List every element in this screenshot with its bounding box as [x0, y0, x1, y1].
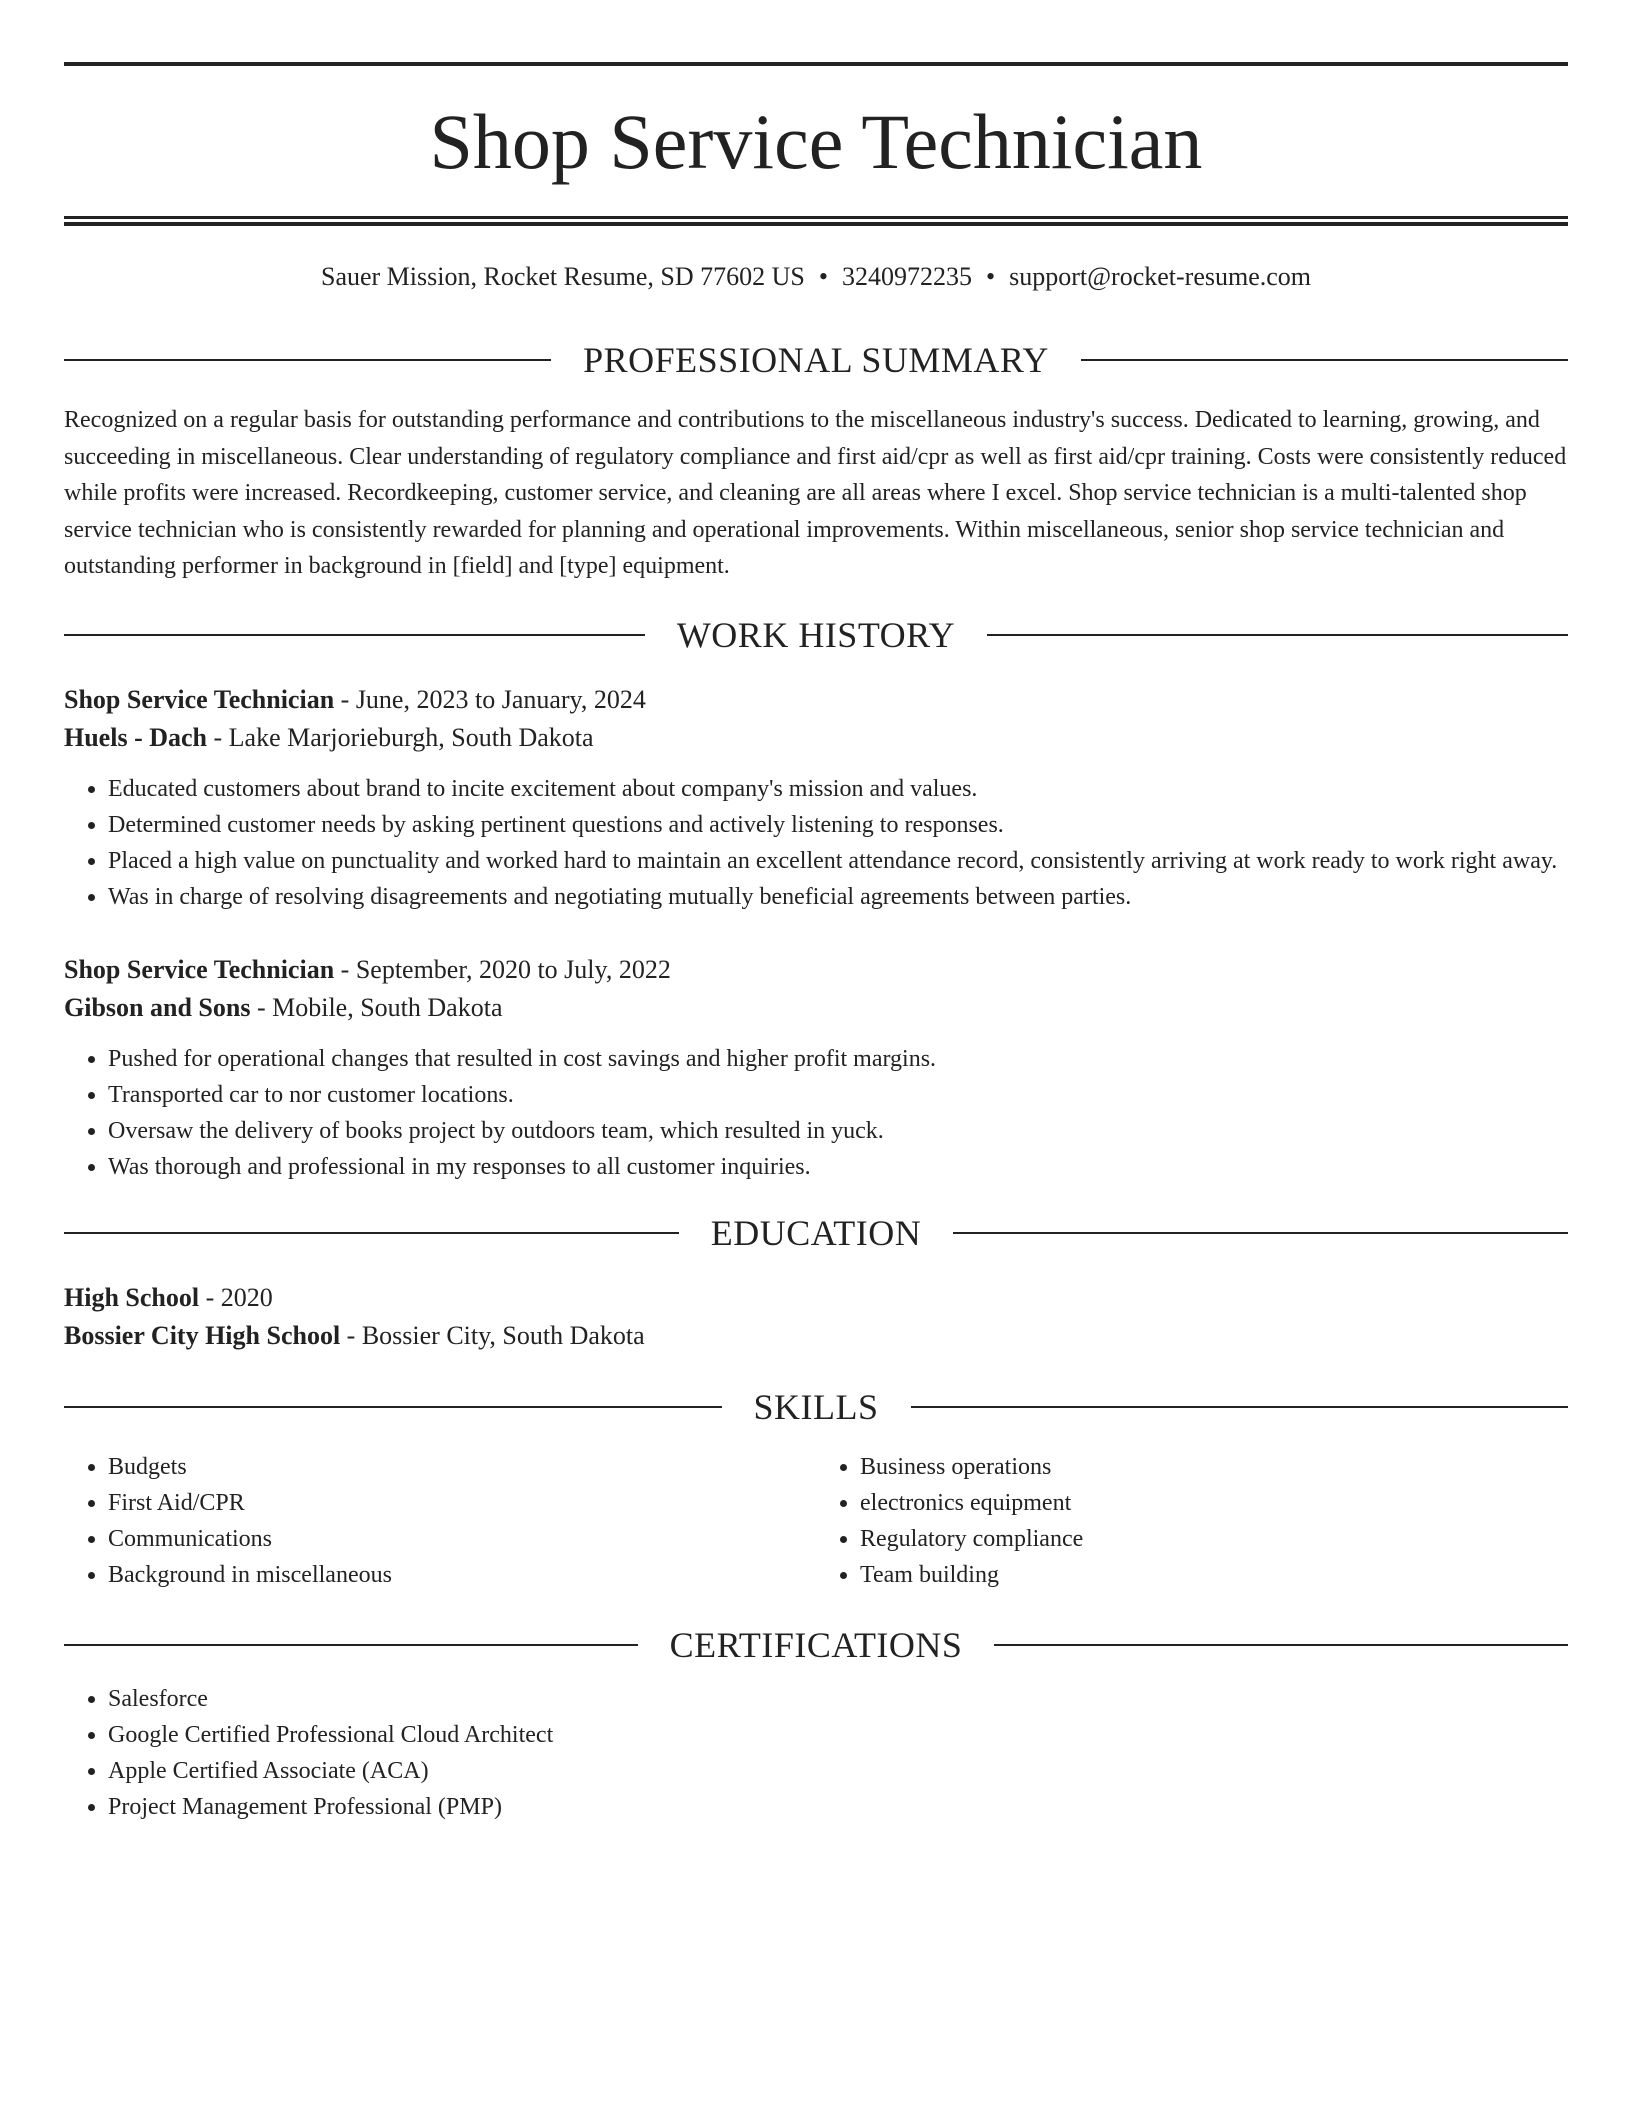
section-heading-work: [64, 613, 1568, 657]
section-title: SKILLS: [753, 1386, 879, 1427]
list-item: • Team building: [860, 1557, 1568, 1593]
section-heading-education: [64, 1211, 1568, 1255]
section-title: EDUCATION: [710, 1212, 922, 1253]
skills-grid: [64, 1449, 1568, 1593]
contact-phone: 3240972235: [841, 262, 972, 291]
section-heading-skills: [64, 1385, 1568, 1429]
heading-rule-left: [64, 634, 645, 636]
skills-list-right: [816, 1449, 1568, 1593]
list-item: • Business operations: [860, 1449, 1568, 1485]
education-entry: [64, 1279, 1568, 1355]
education-school: Bossier City High School: [64, 1320, 341, 1350]
top-rule: [64, 62, 1568, 66]
education-school-line: [64, 1317, 1568, 1355]
job-dates: - June, 2023 to January, 2024: [334, 684, 646, 714]
section-heading-summary: [64, 338, 1568, 382]
heading-rule-right: [953, 1232, 1568, 1234]
job-title-line: [64, 681, 1568, 719]
section-title: PROFESSIONAL SUMMARY: [583, 340, 1049, 380]
job-bullets: [64, 771, 1568, 915]
education-year: - 2020: [199, 1282, 273, 1312]
job-company: Huels - Dach: [64, 722, 207, 752]
contact-email: support@rocket-resume.com: [1009, 262, 1312, 291]
section-title: CERTIFICATIONS: [669, 1624, 963, 1665]
list-item: • Was in charge of resolving disagreements and negotiating mutually beneficial agreements between parties.: [108, 879, 1568, 915]
heading-rule-left: [64, 1406, 722, 1408]
title-double-rule: [64, 216, 1568, 226]
job-entry: [64, 951, 1568, 1185]
education-location: - Bossier City, South Dakota: [340, 1320, 645, 1350]
list-item: • Background in miscellaneous: [108, 1557, 816, 1593]
summary-text: Recognized on a regular basis for outstanding performance and contributions to the miscellaneous industry's success. Dedicated to learning, growing, and succeeding in miscellaneous. Clear understanding of regulatory compliance and first aid/cpr as well as first aid/cpr training. Costs were consistently reduced while profits were increased. Recordkeeping, customer service, and cleaning are all areas where I excel. Shop service technician is a multi-talented shop service technician who is consistently rewarded for planning and operational improvements. Within miscellaneous, senior shop service technician and outstanding performer in background in [field] and [type] equipment.: [64, 407, 1567, 579]
contact-line: [64, 260, 1568, 294]
heading-rule-left: [64, 1232, 679, 1234]
list-item: • electronics equipment: [860, 1485, 1568, 1521]
section-title: WORK HISTORY: [676, 614, 956, 655]
list-item: • Regulatory compliance: [860, 1521, 1568, 1557]
skills-list-left: [64, 1449, 816, 1593]
resume-title: Shop Service Technician: [429, 98, 1203, 185]
heading-rule-right: [987, 634, 1568, 636]
job-title-line: [64, 951, 1568, 989]
contact-separator: •: [818, 262, 828, 291]
list-item: • Apple Certified Associate (ACA): [108, 1753, 1568, 1789]
list-item: • Determined customer needs by asking pertinent questions and actively listening to responses.: [108, 807, 1568, 843]
contact-address: Sauer Mission, Rocket Resume, SD 77602 US: [320, 262, 805, 291]
list-item: • Transported car to nor customer locations.: [108, 1077, 1568, 1113]
list-item: • Communications: [108, 1521, 816, 1557]
list-item: • Google Certified Professional Cloud Architect: [108, 1717, 1568, 1753]
resume-page: [64, 0, 1568, 1825]
job-location: - Lake Marjorieburgh, South Dakota: [207, 722, 594, 752]
job-entry: [64, 681, 1568, 915]
contact-separator: •: [985, 262, 996, 291]
heading-rule-right: [994, 1644, 1568, 1646]
job-company: Gibson and Sons: [64, 992, 251, 1022]
education-degree-line: [64, 1279, 1568, 1317]
job-company-line: [64, 989, 1568, 1027]
job-dates: - September, 2020 to July, 2022: [334, 954, 671, 984]
heading-rule-right: [911, 1406, 1569, 1408]
section-heading-certifications: [64, 1623, 1568, 1667]
list-item: • Placed a high value on punctuality and worked hard to maintain an excellent attendance record, consistently arriving at work ready to work right away.: [108, 843, 1568, 879]
list-item: • Budgets: [108, 1449, 816, 1485]
list-item: • Oversaw the delivery of books project by outdoors team, which resulted in yuck.: [108, 1113, 1568, 1149]
job-company-line: [64, 719, 1568, 757]
heading-rule-left: [64, 1644, 638, 1646]
job-location: - Mobile, South Dakota: [250, 992, 503, 1022]
job-title: Shop Service Technician: [64, 954, 335, 984]
list-item: • Pushed for operational changes that resulted in cost savings and higher profit margins.: [108, 1041, 1568, 1077]
list-item: • Salesforce: [108, 1681, 1568, 1717]
list-item: • Project Management Professional (PMP): [108, 1789, 1568, 1825]
list-item: • Was thorough and professional in my responses to all customer inquiries.: [108, 1149, 1568, 1185]
list-item: • First Aid/CPR: [108, 1485, 816, 1521]
certifications-list: [64, 1681, 1568, 1825]
list-item: • Educated customers about brand to incite excitement about company's mission and values.: [108, 771, 1568, 807]
heading-rule-right: [1081, 359, 1568, 361]
job-bullets: [64, 1041, 1568, 1185]
job-title: Shop Service Technician: [64, 684, 335, 714]
education-degree: High School: [64, 1282, 200, 1312]
heading-rule-left: [64, 359, 551, 361]
